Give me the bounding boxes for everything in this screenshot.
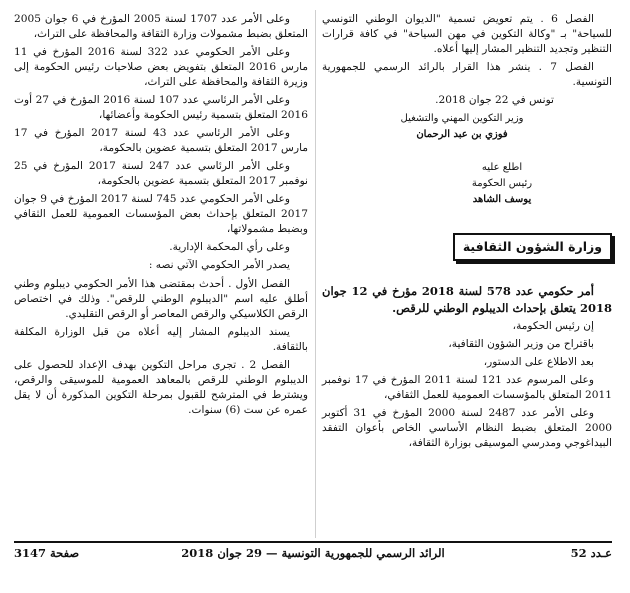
preamble-order-2487: وعلى الأمر عدد 2487 لسنة 2000 المؤرخ في 31 أكتوبر 2000 المتعلق بضبط النظام الأساسي الخاص بأعوان التفقد البيداغوجي ومدرسي الموسيقى بوزارة الثقافة،: [322, 407, 612, 450]
ministry-heading: وزارة الشؤون الثقافية: [453, 233, 612, 261]
article-7: الفصل 7 . ينشر هذا القرار بالرائد الرسمي للجمهورية التونسية.: [322, 61, 612, 89]
article-2: الفصل 2 . تجرى مراحل التكوين بهدف الإعداد للحصول على الديبلوم الوطني للرقص بالمعاهد العمومية للموسيقى والرقص، ويشترط في المترشح للقبول بمرحلة التكوين المذكورة أن لا يقل عمره عن ست (6) سنوات.: [14, 358, 308, 416]
preamble-order-107: وعلى الأمر الرئاسي عدد 107 لسنة 2016 المؤرخ في 27 أوت 2016 المتعلق بتسمية رئيس الحكومة وأعضائها،: [14, 94, 308, 122]
decree-title: أمر حكومي عدد 578 لسنة 2018 مؤرخ في 12 جوان 2018 يتعلق بإحداث الديبلوم الوطني للرقص.: [322, 283, 612, 315]
preamble-pm: إن رئيس الحكومة،: [512, 320, 594, 333]
issue-number: عـدد 52: [570, 546, 612, 560]
minister-name: فوزي بن عبد الرحمان: [416, 129, 508, 141]
minister-signature: [352, 112, 572, 142]
date-line: تونس في 22 جوان 2018.: [435, 94, 554, 107]
preamble-order-43: وعلى الأمر الرئاسي عدد 43 لسنة 2017 المؤرخ في 17 مارس 2017 المتعلق بتسمية عضوين بالحكومة،: [14, 127, 308, 155]
preamble-order-1707: وعلى الأمر عدد 1707 لسنة 2005 المؤرخ في 6 جوان 2005 المتعلق بضبط مشمولات وزارة الثقافة والمحافظة على التراث،: [14, 13, 308, 41]
article-6: الفصل 6 . يتم تعويض تسمية "الديوان الوطني التونسي للسياحة" بـ "وكالة التكوين في مهن السياحة" في كافة قرارات التنظير وتجديد التنظير المشار إليها أعلاه.: [322, 13, 612, 56]
seen-label: اطلع عليه: [481, 161, 523, 173]
preamble-order-247: وعلى الأمر الرئاسي عدد 247 لسنة 2017 المؤرخ في 25 نوفمبر 2017 المتعلق بتسمية عضوين بالحكومة،: [14, 160, 308, 188]
pm-title: رئيس الحكومة: [471, 177, 533, 189]
minister-title: وزير التكوين المهني والتشغيل: [400, 113, 524, 125]
article-1-para-2: يسند الديبلوم المشار إليه أعلاه من قبل الوزارة المكلفة بالثقافة.: [14, 325, 308, 353]
pm-name: يوسف الشاهد: [472, 193, 532, 205]
page-footer: [14, 546, 612, 564]
page-number: صفحة 3147: [14, 546, 80, 560]
pm-signature: [432, 161, 572, 208]
gazette-date: الرائد الرسمي للجمهورية التونسية — 29 جوان 2018: [181, 546, 445, 560]
preamble-proposal: باقتراح من وزير الشؤون الثقافية،: [448, 338, 594, 351]
left-column: [14, 12, 308, 421]
preamble-admin-court: وعلى رأي المحكمة الإدارية.: [169, 241, 290, 254]
right-column: [322, 12, 612, 454]
preamble-decree-121: وعلى المرسوم عدد 121 لسنة 2011 المؤرخ في 17 نوفمبر 2011 المتعلق بالمؤسسات العمومية للعمل الثقافي،: [322, 374, 612, 402]
footer-rule: [14, 541, 612, 543]
preamble-constitution: بعد الاطلاع على الدستور،: [483, 356, 594, 369]
preamble-order-745: وعلى الأمر الحكومي عدد 745 لسنة 2017 المؤرخ في 9 جوان 2017 المتعلق بإحداث بعض المؤسسات العمومية للعمل الثقافي وبضبط مشمولاتها،: [14, 193, 308, 236]
ministry-heading-wrap: [322, 233, 612, 261]
column-divider: [315, 10, 316, 538]
article-1: الفصل الأول . أحدث بمقتضى هذا الأمر الحكومي ديبلوم وطني أطلق عليه اسم "الديبلوم الوطني للرقص". وذلك في اختصاص الرقص الكلاسيكي والرقص المعاصر أو الرقص التقليدي.: [14, 277, 308, 320]
preamble-order-322: وعلى الأمر الحكومي عدد 322 لسنة 2016 المؤرخ في 11 مارس 2016 المتعلق بتفويض بعض صلاحيات رئيس الحكومة إلى وزيرة الثقافة والمحافظة على التراث،: [14, 46, 308, 89]
enactment-line: يصدر الأمر الحكومي الآتي نصه :: [148, 259, 290, 272]
